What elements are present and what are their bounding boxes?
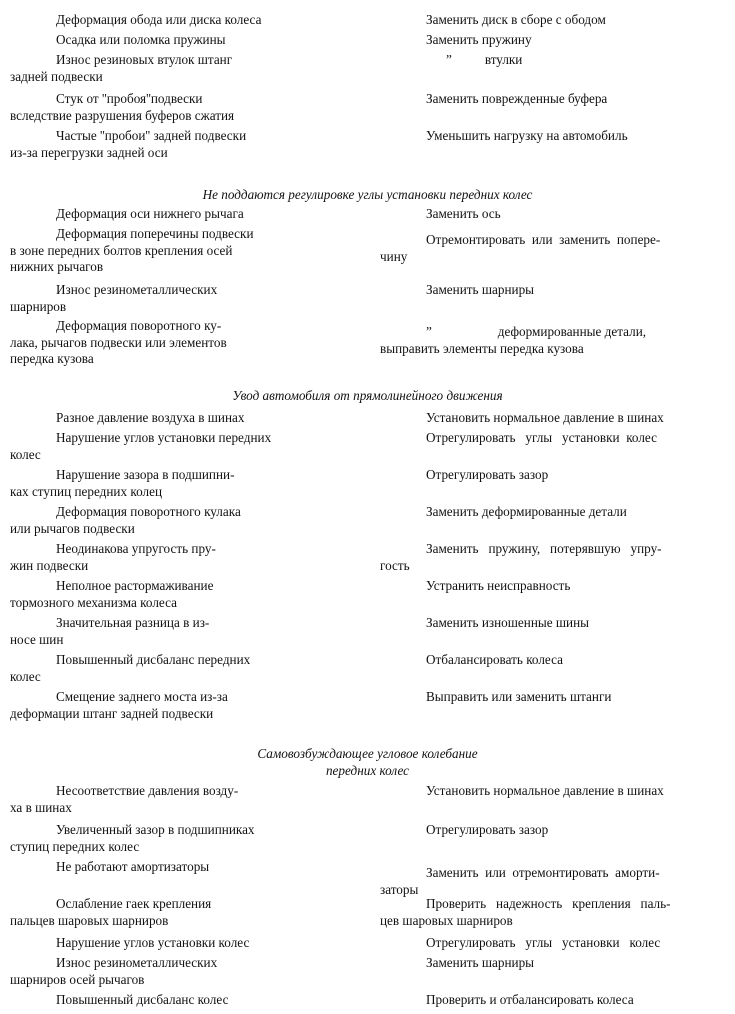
remedy-text: Заменить поврежденные буфера [426,91,608,106]
malfunction-text: вследствие разрушения буферов сжатия [10,107,235,123]
section-title [0,746,735,779]
section-title-line: передних колес [325,762,410,778]
remedy-text: Заменить шарниры [426,955,535,970]
remedy-text: Заменить ось [426,206,501,221]
section-title-line: Не поддаются регулировке углы установки передних колес [202,187,533,202]
malfunction-cell [10,652,310,685]
malfunction-text: шарниров [10,298,67,314]
malfunction-cell [10,955,310,988]
malfunction-text: пальцев шаровых шарниров [10,912,169,928]
malfunction-text: передка кузова [10,351,94,366]
remedy-cell [380,992,730,1009]
remedy-cell [380,578,730,595]
remedy-cell [380,430,730,447]
malfunction-cell [10,783,310,816]
malfunction-text: или рычагов подвески [10,520,135,536]
malfunction-cell [10,226,310,276]
section-title [0,187,735,204]
remedy-text: Отремонтировать или заменить попере- [426,232,661,247]
malfunction-text: Смещение заднего моста из-за [56,689,228,704]
section-title [0,388,735,405]
remedy-text: Отрегулировать углы установки колес [426,935,661,950]
remedy-text: Проверить и отбалансировать колеса [426,992,634,1007]
remedy-cell [380,955,730,972]
malfunction-cell [10,32,310,49]
malfunction-cell [10,935,310,952]
remedy-text: Отрегулировать зазор [426,467,549,482]
malfunction-cell [10,282,310,315]
remedy-text: Заменить пружину [426,32,532,47]
malfunction-text: задней подвески [10,68,103,84]
remedy-cell [380,652,730,669]
malfunction-text: Значительная разница в из- [56,615,210,630]
malfunction-cell [10,859,310,876]
malfunction-text: Износ резинометаллических [56,282,218,297]
remedy-cell [380,541,730,574]
remedy-text: цев шаровых шарниров [380,912,513,928]
malfunction-text: Деформация обода или диска колеса [56,12,262,27]
malfunction-cell [10,206,310,223]
malfunction-cell [10,578,310,611]
malfunction-cell [10,430,310,463]
malfunction-cell [10,52,310,85]
remedy-cell [380,410,730,427]
malfunction-text: в зоне передних болтов крепления осей [10,242,233,258]
malfunction-text: Увеличенный зазор в подшипниках [56,822,255,837]
remedy-text: Уменьшить нагрузку на автомобиль [426,128,628,143]
malfunction-text: Нарушение углов установки передних [56,430,272,445]
malfunction-text: Осадка или поломка пружины [56,32,226,47]
malfunction-cell [10,128,310,161]
malfunction-text: Повышенный дисбаланс колес [56,992,229,1007]
remedy-text: Заменить изношенные шины [426,615,590,630]
malfunction-cell [10,896,310,929]
malfunction-text: тормозного механизма колеса [10,594,177,610]
remedy-text: выправить элементы передка кузова [380,340,584,356]
remedy-text: Установить нормальное давление в шинах [426,783,664,798]
malfunction-text: Ослабление гаек крепления [56,896,212,911]
remedy-cell [380,865,730,898]
malfunction-text: Неполное растормаживание [56,578,214,593]
remedy-text: Отрегулировать зазор [426,822,549,837]
malfunction-text: колес [10,668,41,684]
section-title-line: Самовозбуждающее угловое колебание [257,746,478,761]
remedy-text: Установить нормальное давление в шинах [426,410,664,425]
malfunction-text: из-за перегрузки задней оси [10,144,168,160]
malfunction-text: ха в шинах [10,799,72,815]
remedy-text: ” деформированные детали, [426,324,647,339]
malfunction-cell [10,91,310,124]
remedy-text: ” втулки [446,52,523,67]
remedy-cell [380,822,730,839]
remedy-cell [380,52,730,69]
malfunction-text: Деформация поперечины подвески [56,226,254,241]
malfunction-text: лака, рычагов подвески или элементов [10,334,227,350]
malfunction-text: Деформация поворотного ку- [56,318,222,333]
remedy-text: Проверить надежность крепления паль- [426,896,671,911]
remedy-cell [380,91,730,108]
remedy-text: Заменить деформированные детали [426,504,627,519]
malfunction-cell [10,504,310,537]
remedy-cell [380,32,730,49]
malfunction-text: деформации штанг задней подвески [10,705,214,721]
malfunction-cell [10,992,310,1009]
malfunction-text: нижних рычагов [10,259,104,274]
remedy-cell [380,128,730,145]
remedy-cell [380,467,730,484]
malfunction-text: колес [10,446,41,462]
remedy-cell [380,689,730,706]
malfunction-cell [10,822,310,855]
remedy-text: заторы [380,881,419,897]
malfunction-text: Несоответствие давления возду- [56,783,239,798]
malfunction-text: Не работают амортизаторы [56,859,210,874]
remedy-text: Выправить или заменить штанги [426,689,612,704]
malfunction-text: Разное давление воздуха в шинах [56,410,245,425]
remedy-text: Заменить диск в сборе с ободом [426,12,606,27]
remedy-text: Заменить шарниры [426,282,535,297]
remedy-text: Заменить пружину, потерявшую упру- [426,541,662,556]
malfunction-text: Нарушение зазора в подшипни- [56,467,235,482]
malfunction-text: Стук от ''пробоя''подвески [56,91,203,106]
remedy-cell [380,935,730,952]
malfunction-cell [10,689,310,722]
remedy-text: Отбалансировать колеса [426,652,563,667]
remedy-cell [380,783,730,800]
malfunction-text: Деформация поворотного кулака [56,504,241,519]
malfunction-text: Повышенный дисбаланс передних [56,652,251,667]
remedy-text: гость [380,557,410,573]
malfunction-text: Деформация оси нижнего рычага [56,206,244,221]
malfunction-text: Износ резиновых втулок штанг [56,52,233,67]
malfunction-text: Частые ''пробои'' задней подвески [56,128,247,143]
malfunction-text: шарниров осей рычагов [10,971,145,987]
remedy-text: Заменить или отремонтировать аморти- [426,865,660,880]
malfunction-text: носе шин [10,631,64,647]
malfunction-text: Неодинакова упругость пру- [56,541,216,556]
malfunction-cell [10,615,310,648]
malfunction-cell [10,541,310,574]
remedy-cell [380,206,730,223]
remedy-cell [380,12,730,29]
malfunction-text: ках ступиц передних колец [10,483,163,499]
remedy-cell [380,282,730,299]
malfunction-cell [10,12,310,29]
malfunction-cell [10,467,310,500]
malfunction-cell [10,318,310,368]
remedy-cell [380,324,730,357]
malfunction-text: Износ резинометаллических [56,955,218,970]
remedy-text: Устранить неисправность [426,578,571,593]
malfunction-text: ступиц передних колес [10,838,140,854]
malfunction-cell [10,410,310,427]
remedy-cell [380,615,730,632]
section-title-line: Увод автомобиля от прямолинейного движения [232,388,503,403]
remedy-text: чину [380,248,408,264]
malfunction-text: жин подвески [10,557,89,573]
remedy-cell [380,504,730,521]
remedy-cell [380,896,730,929]
malfunction-text: Нарушение углов установки колес [56,935,250,950]
remedy-cell [380,232,730,265]
remedy-text: Отрегулировать углы установки колес [426,430,657,445]
